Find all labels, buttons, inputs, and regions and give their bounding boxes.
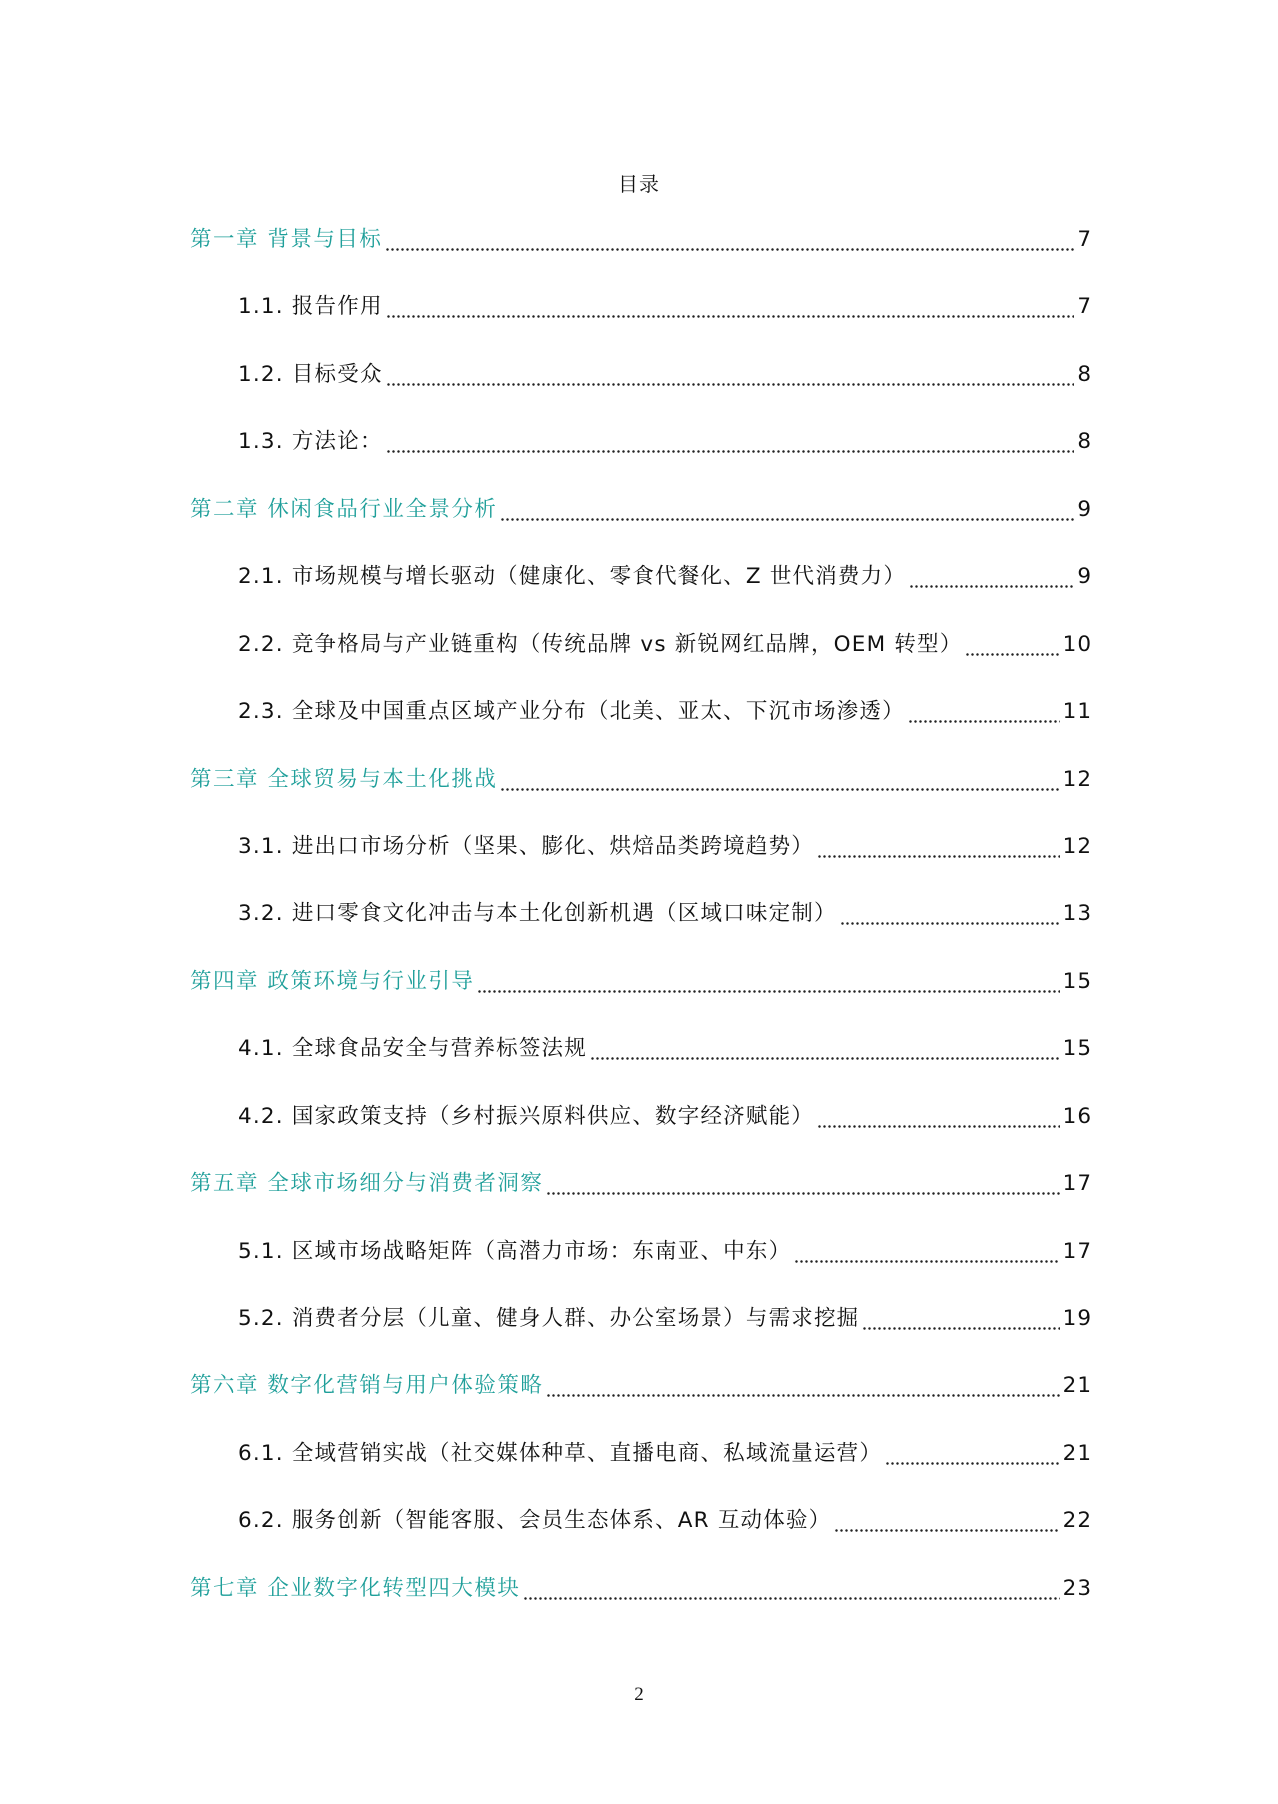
toc-entry-label: 6.1. 全域营销实战（社交媒体种草、直播电商、私域流量运营） (238, 1440, 883, 1466)
dot-leader (840, 899, 1060, 929)
toc-entry-page: 11 (1062, 699, 1092, 725)
toc-entry-chapter-2[interactable] (190, 495, 1092, 562)
toc-entry-page: 7 (1077, 294, 1092, 320)
toc-entry-label: 第二章 休闲食品行业全景分析 (190, 496, 498, 522)
dot-leader (834, 1506, 1059, 1536)
toc-entry-section-6-1[interactable] (190, 1439, 1092, 1506)
toc-entry-chapter-6[interactable] (190, 1371, 1092, 1438)
toc-entry-page: 19 (1062, 1306, 1092, 1331)
toc-heading: 目录 (618, 172, 660, 196)
toc-entry-page: 13 (1062, 901, 1092, 927)
toc-entry-section-4-2[interactable] (190, 1102, 1092, 1169)
toc-entry-chapter-1[interactable] (190, 225, 1092, 292)
toc-entry-section-1-1[interactable] (190, 292, 1092, 359)
table-of-contents (190, 225, 1092, 1641)
toc-entry-section-5-2[interactable] (190, 1304, 1092, 1371)
dot-leader (817, 1102, 1060, 1132)
toc-entry-page: 12 (1062, 766, 1092, 792)
toc-entry-label: 1.2. 目标受众 (238, 361, 383, 387)
dot-leader (386, 360, 1075, 390)
dot-leader (590, 1034, 1060, 1064)
toc-entry-label: 第三章 全球贸易与本土化挑战 (190, 766, 498, 792)
dot-leader (386, 292, 1075, 322)
toc-entry-page: 12 (1062, 833, 1092, 859)
dot-leader (386, 427, 1075, 457)
toc-entry-page: 17 (1062, 1171, 1092, 1197)
toc-entry-label: 第四章 政策环境与行业引导 (190, 968, 475, 994)
toc-entry-section-3-2[interactable] (190, 899, 1092, 966)
toc-entry-section-2-3[interactable] (190, 697, 1092, 764)
toc-entry-page: 17 (1062, 1238, 1092, 1264)
toc-entry-label: 1.3. 方法论： (238, 429, 383, 455)
dot-leader (862, 1304, 1059, 1334)
dot-leader (546, 1371, 1059, 1401)
toc-entry-page: 7 (1077, 227, 1092, 252)
toc-entry-section-5-1[interactable] (190, 1237, 1092, 1304)
toc-entry-label: 4.2. 国家政策支持（乡村振兴原料供应、数字经济赋能） (238, 1103, 814, 1129)
toc-entry-page: 9 (1077, 496, 1092, 522)
toc-entry-page: 21 (1062, 1373, 1092, 1399)
toc-entry-page: 8 (1077, 361, 1092, 387)
toc-entry-label: 3.2. 进口零食文化冲击与本土化创新机遇（区域口味定制） (238, 901, 837, 927)
toc-entry-page: 9 (1077, 564, 1092, 590)
toc-entry-section-1-3[interactable] (190, 427, 1092, 494)
toc-entry-page: 23 (1062, 1575, 1092, 1601)
toc-entry-label: 5.2. 消费者分层（儿童、健身人群、办公室场景）与需求挖掘 (238, 1306, 860, 1331)
toc-entry-chapter-5[interactable] (190, 1169, 1092, 1236)
dot-leader (500, 495, 1074, 525)
toc-entry-page: 8 (1077, 429, 1092, 455)
toc-entry-label: 第五章 全球市场细分与消费者洞察 (190, 1171, 544, 1197)
dot-leader (477, 967, 1059, 997)
dot-leader (885, 1439, 1060, 1469)
toc-entry-chapter-3[interactable] (190, 765, 1092, 832)
toc-entry-section-3-1[interactable] (190, 832, 1092, 899)
toc-entry-label: 6.2. 服务创新（智能客服、会员生态体系、AR 互动体验） (238, 1508, 832, 1534)
toc-entry-page: 22 (1062, 1508, 1092, 1534)
toc-entry-label: 4.1. 全球食品安全与营养标签法规 (238, 1036, 587, 1062)
toc-entry-section-4-1[interactable] (190, 1034, 1092, 1101)
toc-entry-label: 1.1. 报告作用 (238, 294, 383, 320)
toc-entry-page: 10 (1062, 631, 1092, 657)
toc-entry-section-2-1[interactable] (190, 562, 1092, 629)
toc-entry-page: 15 (1062, 1036, 1092, 1062)
dot-leader (817, 832, 1060, 862)
toc-entry-label: 5.1. 区域市场战略矩阵（高潜力市场：东南亚、中东） (238, 1238, 792, 1264)
toc-entry-label: 2.3. 全球及中国重点区域产业分布（北美、亚太、下沉市场渗透） (238, 699, 905, 725)
toc-entry-label: 2.2. 竞争格局与产业链重构（传统品牌 vs 新锐网红品牌，OEM 转型） (238, 631, 963, 657)
toc-entry-section-2-2[interactable] (190, 630, 1092, 697)
toc-entry-label: 3.1. 进出口市场分析（坚果、膨化、烘焙品类跨境趋势） (238, 833, 814, 859)
toc-entry-chapter-7[interactable] (190, 1574, 1092, 1641)
dot-leader (965, 630, 1059, 660)
toc-entry-page: 16 (1062, 1103, 1092, 1129)
toc-entry-label: 第七章 企业数字化转型四大模块 (190, 1575, 521, 1601)
toc-entry-section-1-2[interactable] (190, 360, 1092, 427)
dot-leader (908, 697, 1060, 727)
page-number: 2 (634, 1684, 644, 1705)
toc-entry-label: 2.1. 市场规模与增长驱动（健康化、零食代餐化、Z 世代消费力） (238, 564, 907, 590)
toc-entry-page: 21 (1062, 1440, 1092, 1466)
toc-entry-chapter-4[interactable] (190, 967, 1092, 1034)
dot-leader (909, 562, 1074, 592)
toc-entry-page: 15 (1062, 968, 1092, 994)
dot-leader (794, 1237, 1059, 1267)
dot-leader (385, 225, 1074, 255)
dot-leader (500, 765, 1059, 795)
toc-entry-label: 第六章 数字化营销与用户体验策略 (190, 1373, 544, 1399)
toc-entry-label: 第一章 背景与目标 (190, 227, 383, 252)
dot-leader (546, 1169, 1059, 1199)
toc-entry-section-6-2[interactable] (190, 1506, 1092, 1573)
dot-leader (523, 1574, 1059, 1604)
